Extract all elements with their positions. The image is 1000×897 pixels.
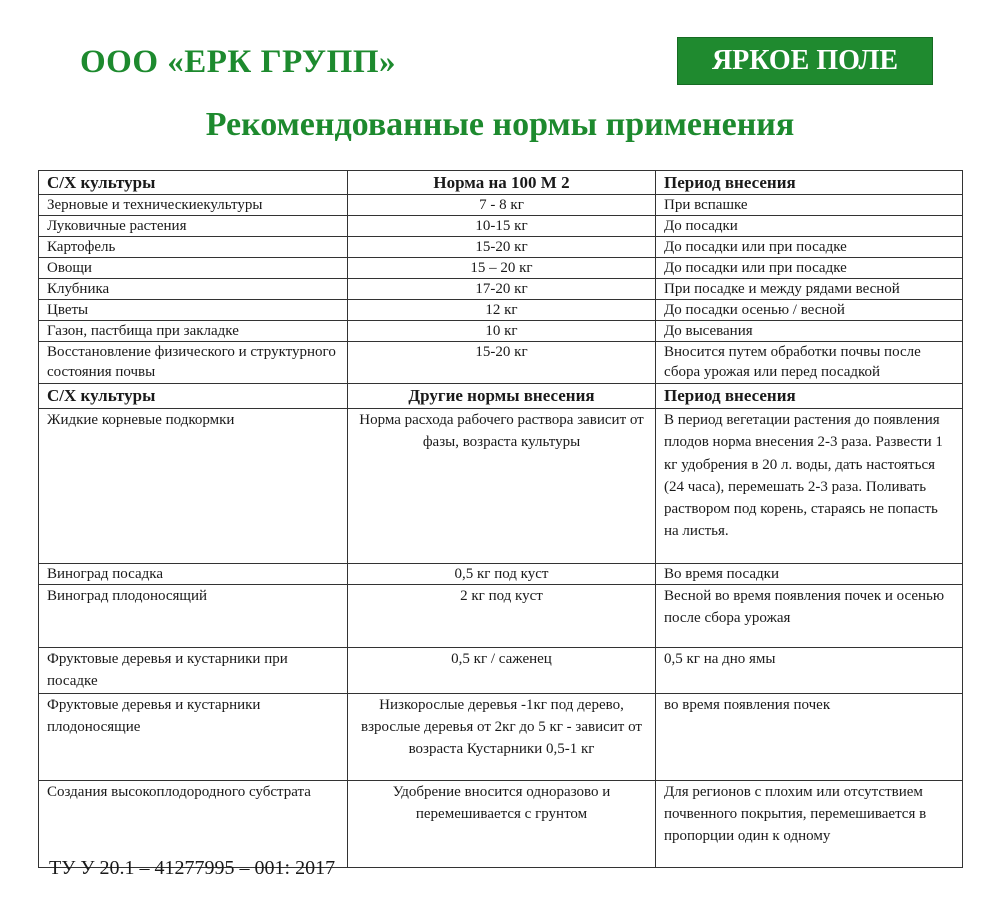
- cell-crop: Виноград посадка: [39, 564, 348, 585]
- table-row: [39, 237, 963, 258]
- table-row: [39, 216, 963, 237]
- cell-period: До посадки или при посадке: [656, 237, 963, 258]
- cell-norm: 0,5 кг / саженец: [348, 648, 656, 694]
- brand-badge: ЯРКОЕ ПОЛЕ: [677, 37, 933, 85]
- technical-standard: ТУ У 20.1 – 41277995 – 001: 2017: [49, 857, 336, 879]
- cell-crop: Фруктовые деревья и кустарники при посадке: [39, 648, 348, 694]
- cell-norm: 0,5 кг под куст: [348, 564, 656, 585]
- header-cell-norm: Норма на 100 М 2: [348, 171, 656, 195]
- table-row: [39, 585, 963, 648]
- cell-crop: Цветы: [39, 300, 348, 321]
- cell-period: В период вегетации растения до появления плодов норма внесения 2-3 раза. Развести 1 кг удобрения в 20 л. воды, дать настояться (24 часа), перемешать 2-3 раза. Поливать раствором под корень, стараясь не попасть на листья.: [656, 409, 963, 564]
- cell-crop: Создания высокоплодородного субстрата: [39, 780, 348, 867]
- cell-period: До посадки осенью / весной: [656, 300, 963, 321]
- cell-crop: Овощи: [39, 258, 348, 279]
- cell-period: Для регионов с плохим или отсутствием почвенного покрытия, перемешивается в пропорции один к одному: [656, 780, 963, 867]
- cell-norm: Удобрение вносится одноразово и перемешивается с грунтом: [348, 780, 656, 867]
- table-row: [39, 409, 963, 564]
- cell-period: До посадки: [656, 216, 963, 237]
- cell-norm: 7 - 8 кг: [348, 195, 656, 216]
- table-row: [39, 780, 963, 867]
- company-name: ООО «ЕРК ГРУПП»: [80, 44, 396, 80]
- cell-crop: Виноград плодоносящий: [39, 585, 348, 648]
- cell-crop: Восстановление физического и структурного состояния почвы: [39, 342, 348, 384]
- cell-norm: 10-15 кг: [348, 216, 656, 237]
- table-row: [39, 693, 963, 780]
- cell-crop: Картофель: [39, 237, 348, 258]
- header-cell-crop: С/Х культуры: [39, 384, 348, 409]
- cell-period: При вспашке: [656, 195, 963, 216]
- cell-norm: 17-20 кг: [348, 279, 656, 300]
- cell-period: До посадки или при посадке: [656, 258, 963, 279]
- table-row: [39, 648, 963, 694]
- cell-crop: Фруктовые деревья и кустарники плодоносящие: [39, 693, 348, 780]
- cell-norm: 15-20 кг: [348, 342, 656, 384]
- cell-crop: Клубника: [39, 279, 348, 300]
- table-row: [39, 342, 963, 384]
- cell-norm: Низкорослые деревья -1кг под дерево, взрослые деревья от 2кг до 5 кг - зависит от возраста Кустарники 0,5-1 кг: [348, 693, 656, 780]
- cell-period: Вносится путем обработки почвы после сбора урожая или перед посадкой: [656, 342, 963, 384]
- table-row: [39, 300, 963, 321]
- table-header-row: [39, 171, 963, 195]
- header-cell-crop: С/Х культуры: [39, 171, 348, 195]
- table-header-row: [39, 384, 963, 409]
- cell-period: При посадке и между рядами весной: [656, 279, 963, 300]
- cell-norm: 10 кг: [348, 321, 656, 342]
- cell-period: Весной во время появления почек и осенью после сбора урожая: [656, 585, 963, 648]
- table-row: [39, 279, 963, 300]
- cell-crop: Зерновые и техническиекультуры: [39, 195, 348, 216]
- cell-period: До высевания: [656, 321, 963, 342]
- table-row: [39, 564, 963, 585]
- cell-period: Во время посадки: [656, 564, 963, 585]
- page-title: Рекомендованные нормы применения: [205, 106, 795, 143]
- header-cell-norm: Другие нормы внесения: [348, 384, 656, 409]
- cell-norm: 2 кг под куст: [348, 585, 656, 648]
- table-row: [39, 258, 963, 279]
- table-row: [39, 321, 963, 342]
- cell-crop: Луковичные растения: [39, 216, 348, 237]
- header-cell-period: Период внесения: [656, 171, 963, 195]
- table-row: [39, 195, 963, 216]
- header-cell-period: Период внесения: [656, 384, 963, 409]
- cell-crop: Жидкие корневые подкормки: [39, 409, 348, 564]
- cell-norm: 15-20 кг: [348, 237, 656, 258]
- cell-period: во время появления почек: [656, 693, 963, 780]
- cell-period: 0,5 кг на дно ямы: [656, 648, 963, 694]
- cell-norm: Норма расхода рабочего раствора зависит от фазы, возраста культуры: [348, 409, 656, 564]
- norms-table: [38, 170, 963, 868]
- cell-crop: Газон, пастбища при закладке: [39, 321, 348, 342]
- cell-norm: 15 – 20 кг: [348, 258, 656, 279]
- cell-norm: 12 кг: [348, 300, 656, 321]
